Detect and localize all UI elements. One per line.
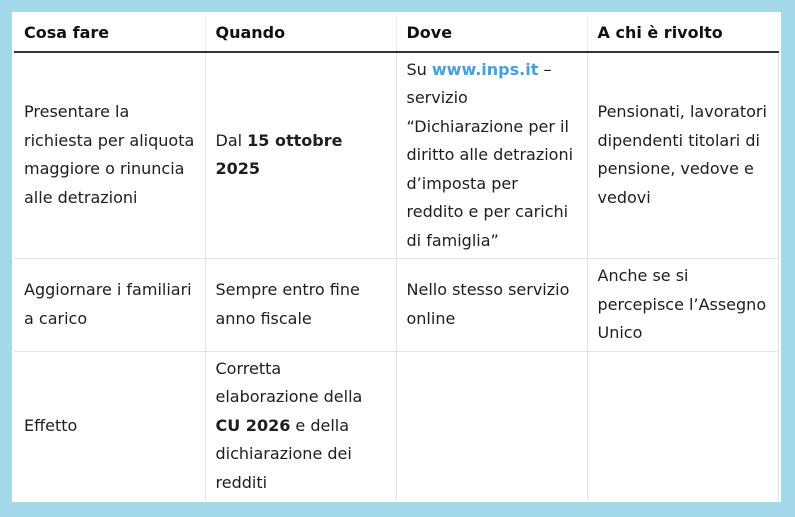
cell-quando: Sempre entro fine anno fiscale: [205, 259, 396, 352]
dove-service-description: – servizio “Dichiarazione per il diritto alle detrazioni d’imposta per reddito e per carichi di famiglia”: [406, 59, 574, 250]
table-row: [14, 259, 778, 352]
header-row: [14, 16, 778, 52]
header-quando: Quando: [205, 16, 396, 52]
header-cosa-fare: Cosa fare: [14, 16, 205, 52]
cell-cosa-fare: Presentare la richiesta per aliquota maggiore o rinuncia alle detrazioni: [14, 52, 205, 259]
quando-prefix: Corretta elaborazione della: [215, 358, 363, 406]
cell-quando: [205, 52, 396, 259]
quando-prefix: Dal: [215, 130, 248, 150]
quando-cu-label: CU 2026: [215, 415, 291, 435]
inps-link[interactable]: www.inps.it: [431, 59, 539, 79]
cell-cosa-fare: Aggiornare i familiari a carico: [14, 259, 205, 352]
table-panel: [12, 12, 781, 502]
cell-cosa-fare: Effetto: [14, 351, 205, 500]
quando-suffix: e della dichiarazione dei redditi: [215, 415, 352, 492]
cell-a-chi-e-rivolto-empty: [587, 351, 778, 500]
cell-quando: [205, 351, 396, 500]
cell-dove: [396, 52, 587, 259]
cell-dove: Nello stesso servizio online: [396, 259, 587, 352]
cell-a-chi-e-rivolto: Pensionati, lavoratori dipendenti titolari di pensione, vedove e vedovi: [587, 52, 778, 259]
quando-date: 15 ottobre 2025: [215, 130, 343, 179]
table-row: [14, 351, 778, 500]
table-row: [14, 52, 778, 259]
header-a-chi-e-rivolto: A chi è rivolto: [587, 16, 778, 52]
cell-a-chi-e-rivolto: Anche se si percepisce l’Assegno Unico: [587, 259, 778, 352]
dove-prefix: Su: [406, 59, 432, 79]
header-dove: Dove: [396, 16, 587, 52]
info-table: [14, 16, 779, 500]
cell-dove-empty: [396, 351, 587, 500]
